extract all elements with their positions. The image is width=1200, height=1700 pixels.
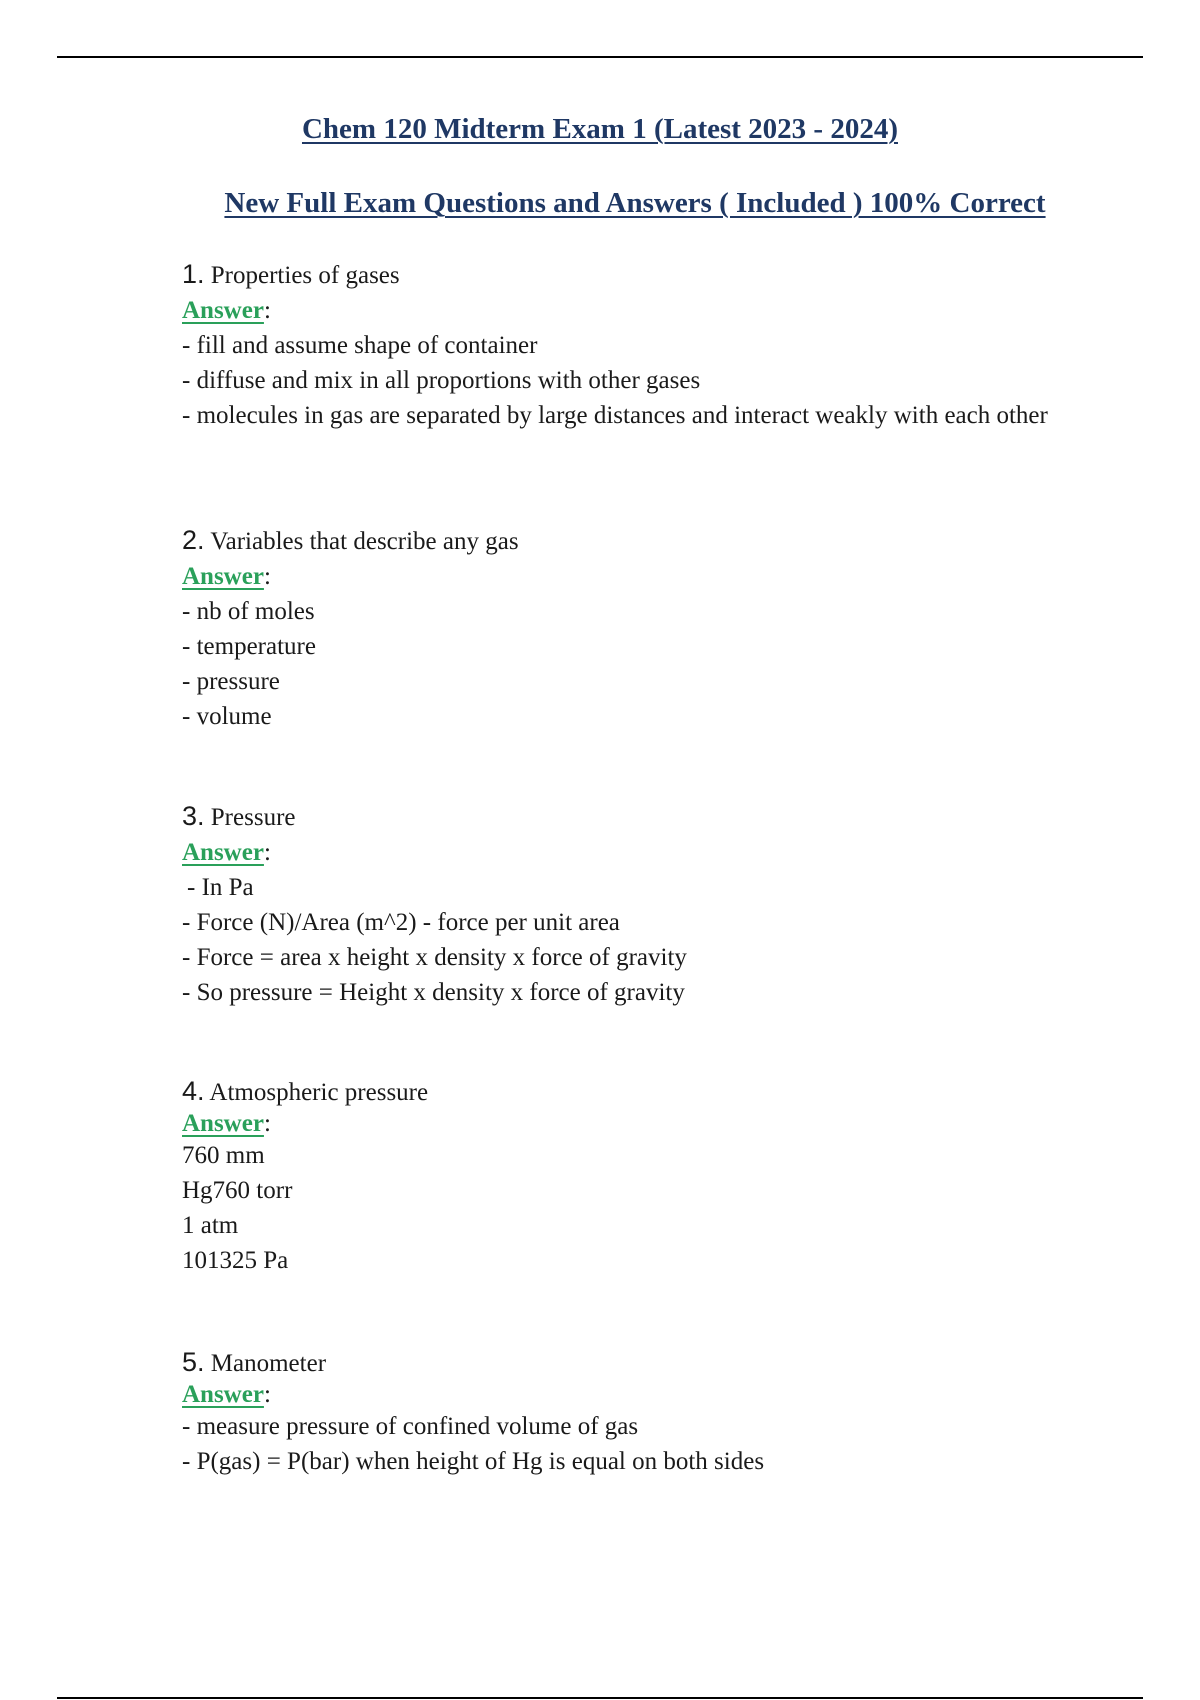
question-block-2 [182,523,1112,734]
answer-item: 1 atm [182,1212,239,1239]
question-block-5 [182,1345,1112,1479]
question-text: Pressure [210,804,296,831]
question-text: Manometer [210,1350,327,1377]
answer-item: 101325 Pa [182,1247,289,1274]
question-number: 2. [182,525,205,555]
answer-item: - molecules in gas are separated by large distances and interact weakly with each other [182,402,1048,429]
answer-item: - diffuse and mix in all proportions with other gases [182,367,701,394]
answer-item: - fill and assume shape of container [182,332,538,359]
question-text: Atmospheric pressure [209,1079,429,1106]
answer-list [182,1409,1112,1479]
question-block-4 [182,1074,1112,1278]
answer-item: - volume [182,703,272,730]
answer-item: 760 mm [182,1142,265,1169]
answer-list [182,870,1112,1010]
answer-item: - Force = area x height x density x force of gravity [182,944,687,971]
answer-list [182,1138,1112,1278]
answer-item: - temperature [182,633,316,660]
question-number: 4. [182,1076,205,1106]
question-block-1 [182,257,1112,431]
answer-item: - measure pressure of confined volume of gas [182,1413,639,1440]
question-block-3 [182,799,1112,1010]
document-subtitle: New Full Exam Questions and Answers ( Included ) 100% Correct [224,187,1046,219]
answer-item: - In Pa [187,874,254,901]
answer-item: - So pressure = Height x density x force of gravity [182,979,685,1006]
answer-label: Answer: [182,1110,271,1137]
question-heading [182,799,1112,835]
top-rule [57,56,1143,58]
answer-item: - P(gas) = P(bar) when height of Hg is equal on both sides [182,1448,765,1475]
answer-list [182,594,1112,734]
bottom-rule [57,1697,1143,1699]
document-title: Chem 120 Midterm Exam 1 (Latest 2023 - 2024) [301,113,898,145]
answer-item: - Force (N)/Area (m^2) - force per unit area [182,909,620,936]
answer-list [182,328,1112,431]
question-number: 5. [182,1347,205,1377]
answer-label: Answer: [182,563,271,590]
question-number: 3. [182,801,205,831]
answer-item: - pressure [182,668,280,695]
question-heading [182,1074,1112,1110]
answer-label: Answer: [182,1381,271,1408]
question-text: Variables that describe any gas [210,528,519,555]
question-number: 1. [182,259,205,289]
answer-item: - nb of moles [182,598,315,625]
answer-label: Answer: [182,297,271,324]
answer-label: Answer: [182,839,271,866]
answer-item: Hg760 torr [182,1177,293,1204]
question-heading [182,523,1112,559]
question-text: Properties of gases [210,262,400,289]
question-heading [182,1345,1112,1381]
question-heading [182,257,1112,293]
